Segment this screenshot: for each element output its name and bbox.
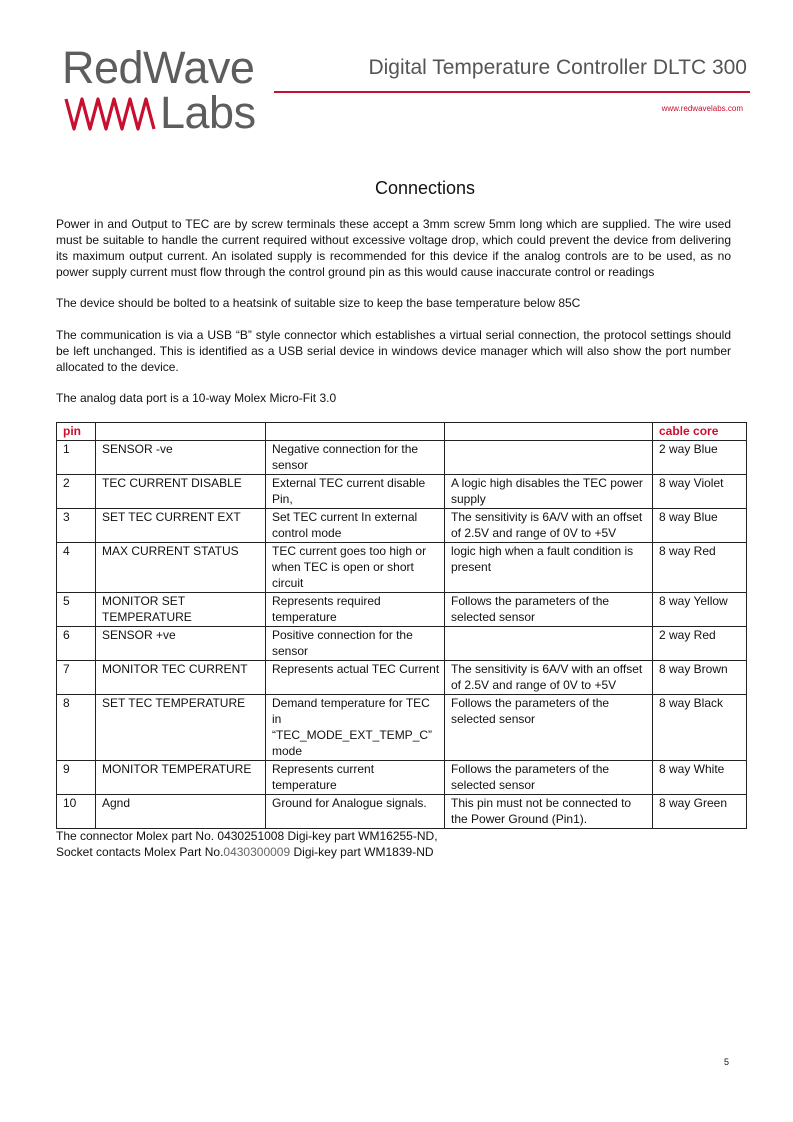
paragraph-usb: The communication is via a USB “B” style connector which establishes a virtual serial connection, the protocol settings should be left unchanged. This is identified as a USB serial device in windows device manager which will also show the port number allocated to the device. [56,328,731,374]
socket-contacts-part-number: 0430300009 [223,845,291,859]
cell-description: Represents actual TEC Current [266,661,445,695]
section-title: Connections [374,178,476,198]
cell-cable: 8 way Yellow [653,593,747,627]
socket-contacts-line [56,844,438,860]
cell-description: Ground for Analogue signals. [266,795,445,829]
cell-notes: Follows the parameters of the selected sensor [445,695,653,761]
cell-notes: logic high when a fault condition is present [445,543,653,593]
page-number: 5 [724,1057,730,1067]
cell-description: Positive connection for the sensor [266,627,445,661]
cell-cable: 8 way Brown [653,661,747,695]
cell-notes: The sensitivity is 6A/V with an offset of 2.5V and range of 0V to +5V [445,661,653,695]
table-row [57,795,747,829]
cell-notes: The sensitivity is 6A/V with an offset of 2.5V and range of 0V to +5V [445,509,653,543]
cell-pin: 10 [57,795,96,829]
cell-pin: 5 [57,593,96,627]
table-row [57,475,747,509]
cell-notes [445,627,653,661]
cell-name: MONITOR TEC CURRENT [96,661,266,695]
cell-cable: 8 way Violet [653,475,747,509]
table-row [57,627,747,661]
cell-description: Represents required temperature [266,593,445,627]
cell-name: TEC CURRENT DISABLE [96,475,266,509]
header-notes [445,423,653,441]
cell-pin: 1 [57,441,96,475]
cell-cable: 8 way White [653,761,747,795]
cell-description: External TEC current disable Pin, [266,475,445,509]
cell-pin: 2 [57,475,96,509]
cell-name: SENSOR +ve [96,627,266,661]
cell-pin: 4 [57,543,96,593]
cell-description: Negative connection for the sensor [266,441,445,475]
cell-notes: A logic high disables the TEC power supply [445,475,653,509]
document-title: Digital Temperature Controller DLTC 300 [368,56,747,79]
cell-notes: This pin must not be connected to the Power Ground (Pin1). [445,795,653,829]
paragraph-analog-port: The analog data port is a 10-way Molex Micro-Fit 3.0 [56,391,337,405]
header-cable-core: cable core [653,423,747,441]
connector-part-line: The connector Molex part No. 0430251008 Digi-key part WM16255-ND, [56,829,438,843]
cell-cable: 2 way Blue [653,441,747,475]
cell-cable: 8 way Blue [653,509,747,543]
cell-cable: 8 way Red [653,543,747,593]
cell-pin: 3 [57,509,96,543]
cell-notes: Follows the parameters of the selected sensor [445,593,653,627]
pinout-table [56,422,747,829]
table-row [57,441,747,475]
cell-pin: 9 [57,761,96,795]
header-name [96,423,266,441]
table-row [57,543,747,593]
connector-info [56,828,438,860]
table-row [57,695,747,761]
cell-pin: 8 [57,695,96,761]
logo-text-labs: Labs [160,87,256,138]
cell-pin: 6 [57,627,96,661]
header-description [266,423,445,441]
cell-notes [445,441,653,475]
cell-cable: 8 way Green [653,795,747,829]
cell-cable: 8 way Black [653,695,747,761]
table-header-row [57,423,747,441]
website-link[interactable]: www.redwavelabs.com [661,104,743,113]
cell-description: Demand temperature for TEC in “TEC_MODE_EXT_TEMP_C” mode [266,695,445,761]
paragraph-heatsink: The device should be bolted to a heatsink of suitable size to keep the base temperature below 85C [56,296,581,310]
header-divider [274,91,750,93]
cell-name: SENSOR -ve [96,441,266,475]
paragraph-power: Power in and Output to TEC are by screw terminals these accept a 3mm screw 5mm long which are supplied. The wire used must be suitable to handle the current required without excessive voltage drop, which could prevent the device from delivering its maximum output current. An isolated supply is recommended for this device if the analog controls are to be used, as no power supply current must flow through the control ground pin as this would cause inaccurate control or readings [56,217,731,279]
table-row [57,761,747,795]
table-row [57,661,747,695]
header-pin: pin [57,423,96,441]
cell-description: Set TEC current In external control mode [266,509,445,543]
cell-name: MONITOR SET TEMPERATURE [96,593,266,627]
cell-pin: 7 [57,661,96,695]
cell-description: Represents current temperature [266,761,445,795]
cell-name: SET TEC CURRENT EXT [96,509,266,543]
cell-name: SET TEC TEMPERATURE [96,695,266,761]
table-row [57,509,747,543]
cell-name: MAX CURRENT STATUS [96,543,266,593]
cell-notes: Follows the parameters of the selected sensor [445,761,653,795]
logo-text-redwave: RedWave [62,42,255,93]
company-logo [62,44,272,138]
cell-name: MONITOR TEMPERATURE [96,761,266,795]
cell-name: Agnd [96,795,266,829]
socket-contacts-prefix: Socket contacts Molex Part No. [56,845,224,859]
logo-wave-icon [64,97,160,131]
cell-cable: 2 way Red [653,627,747,661]
socket-contacts-suffix: Digi-key part WM1839-ND [290,845,434,859]
cell-description: TEC current goes too high or when TEC is open or short circuit [266,543,445,593]
table-row [57,593,747,627]
